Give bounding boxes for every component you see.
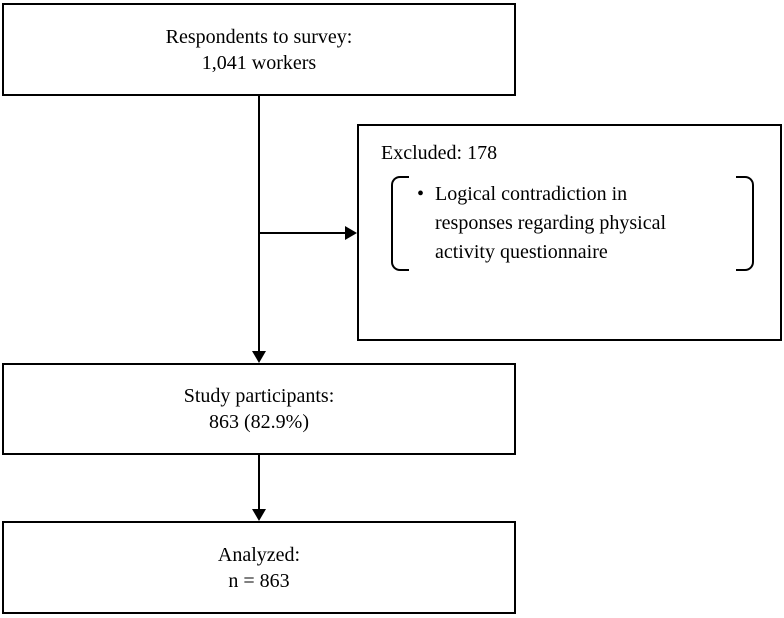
excluded-bullet-line3: activity questionnaire	[435, 241, 608, 263]
connector-branch-to-excluded	[258, 232, 345, 234]
right-bracket-icon	[736, 176, 754, 271]
left-bracket-icon	[391, 176, 409, 271]
node-analyzed	[2, 521, 516, 614]
node-respondents-line1: Respondents to survey:	[165, 25, 353, 48]
node-analyzed-line1: Analyzed:	[217, 543, 301, 566]
node-excluded-title: Excluded: 178	[381, 142, 498, 164]
excluded-bullet-line1: Logical contradiction in	[435, 183, 628, 205]
connector-participants-to-analyzed	[258, 455, 260, 509]
bullet-dot-icon: •	[417, 183, 425, 205]
node-study-participants	[2, 363, 516, 455]
node-respondents	[2, 3, 516, 96]
node-respondents-line2: 1,041 workers	[201, 51, 317, 74]
connector-respondents-to-participants	[258, 96, 260, 351]
arrowhead-right-excluded	[345, 226, 357, 240]
node-participants-line1: Study participants:	[183, 385, 335, 407]
excluded-bracket-group	[391, 176, 754, 271]
arrowhead-down-participants	[252, 351, 266, 363]
node-excluded	[357, 124, 782, 341]
excluded-bullet-text	[435, 180, 728, 267]
excluded-bullet-line2: responses regarding physical	[435, 212, 667, 234]
node-analyzed-line2: n = 863	[228, 569, 290, 592]
excluded-bullet-item	[417, 180, 728, 267]
arrowhead-down-analyzed	[252, 509, 266, 521]
node-participants-line2: 863 (82.9%)	[209, 411, 309, 433]
